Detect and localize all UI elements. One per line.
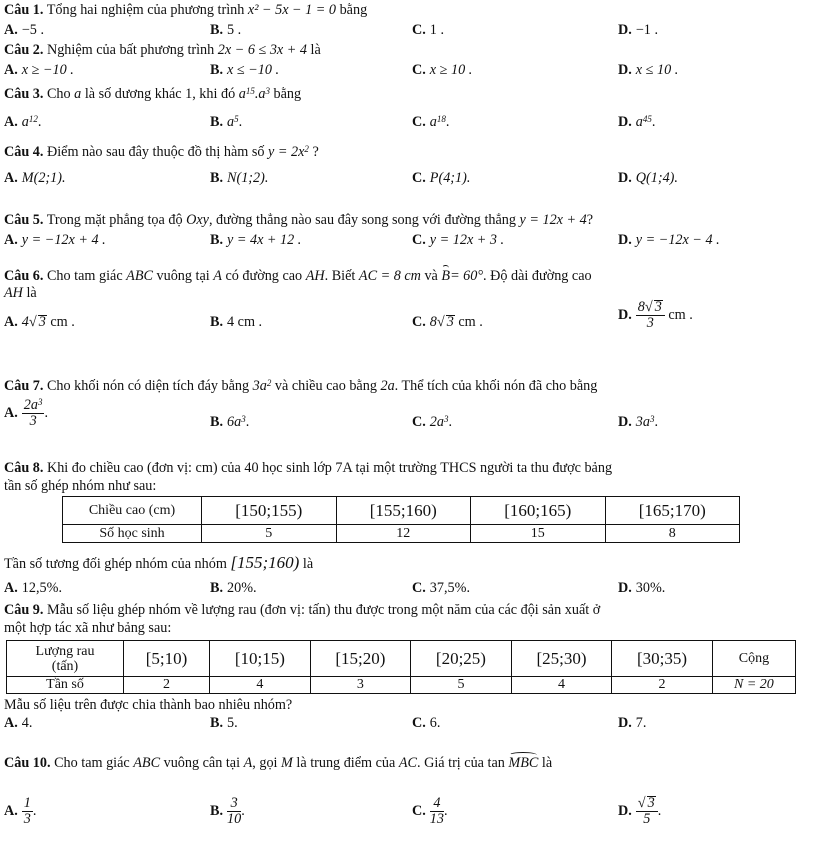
question-label: Câu 7.	[4, 378, 44, 394]
option-a[interactable]: A. y = −12x + 4 .	[4, 232, 106, 248]
question-9-line2: một hợp tác xã như bảng sau:	[4, 620, 172, 636]
option-d[interactable]: D. Q(1;4).	[618, 170, 678, 186]
option-d[interactable]: D. $\frac{√ 3}{5}$ .	[618, 795, 662, 827]
option-b[interactable]: B. 5 .	[210, 22, 242, 38]
question-8-prompt: Tần số tương đối ghép nhóm của nhóm [155;160) là	[4, 553, 314, 572]
inequality: 2x − 6 ≤ 3x + 4	[217, 42, 307, 58]
option-b[interactable]: B. $6a^3$.	[210, 414, 250, 430]
option-c[interactable]: C. $\frac{4}{13}$ .	[412, 795, 448, 827]
question-text: bằng	[339, 2, 368, 18]
question-label: Câu 10.	[4, 755, 51, 771]
question-label: Câu 8.	[4, 460, 44, 476]
question-10: Câu 10. Cho tam giác ABC vuông cân tại A, gọi M là trung điểm của AC. Giá trị của tan MBC là	[4, 752, 552, 772]
option-a[interactable]: A. −5 .	[4, 22, 44, 38]
question-2	[4, 42, 321, 59]
option-a[interactable]: A. x ≥ −10 .	[4, 62, 74, 78]
option-c[interactable]: C. 37,5%.	[412, 580, 470, 596]
option-b[interactable]: B. x ≤ −10 .	[210, 62, 280, 78]
question-label: Câu 3.	[4, 86, 44, 102]
option-c[interactable]: C. P(4;1).	[412, 170, 471, 186]
question-3: Câu 3. Cho a là số dương khác 1, khi đó $a^{15}.a^3$ bằng	[4, 86, 302, 102]
question-6: Câu 6. Cho tam giác ABC vuông tại A có đường cao AH. Biết AC = 8 cm và B= 60°. Độ dài đường cao	[4, 265, 592, 285]
option-b[interactable]: B. $a^5$.	[210, 114, 243, 130]
question-label: Câu 6.	[4, 268, 44, 284]
option-c[interactable]: C. $2a^3$.	[412, 414, 453, 430]
option-c[interactable]: C. 6.	[412, 715, 441, 731]
option-b[interactable]: B. 5.	[210, 715, 238, 731]
question-8-line2: tần số ghép nhóm như sau:	[4, 478, 157, 494]
option-a[interactable]: A. 12,5%.	[4, 580, 62, 596]
option-a[interactable]: A. 4√ 3 cm .	[4, 314, 75, 330]
option-b[interactable]: B. y = 4x + 12 .	[210, 232, 302, 248]
option-d[interactable]: D. y = −12x − 4 .	[618, 232, 720, 248]
function: $y = 2x^2$	[268, 144, 309, 160]
question-4: Câu 4. Điểm nào sau đây thuộc đồ thị hàm số $y = 2x^2$ ?	[4, 144, 319, 160]
question-5: Câu 5. Trong mặt phẳng tọa độ Oxy, đường thẳng nào sau đây song song với đường thẳng y = 12x + 4?	[4, 212, 594, 228]
question-text: Tổng hai nghiệm của phương trình	[46, 2, 245, 18]
question-1	[4, 2, 367, 19]
option-d[interactable]: D. −1 .	[618, 22, 658, 38]
expression: $a^{15}.a^3$	[238, 86, 270, 102]
option-d[interactable]: D. $a^{45}$.	[618, 114, 656, 130]
question-7: Câu 7. Cho khối nón có diện tích đáy bằng $3a^2$ và chiều cao bằng 2a. Thể tích của khối nón đã cho bằng	[4, 378, 598, 394]
option-b[interactable]: B. 20%.	[210, 580, 257, 596]
option-d[interactable]: D. $3a^3$.	[618, 414, 659, 430]
question-text: là	[310, 42, 321, 58]
option-c[interactable]: C. $a^{18}$.	[412, 114, 450, 130]
question-label: Câu 1.	[4, 2, 44, 18]
option-a[interactable]: A. $\frac{1}{3}$ .	[4, 795, 37, 827]
question-text: Nghiệm của bất phương trình	[46, 42, 215, 58]
vegetable-table: Lượng rau (tấn) [5;10) [10;15) [15;20) [20;25) [25;30) [30;35) Cộng Tần số 2 4 3 5 4 2 N = 20	[6, 640, 796, 694]
option-b[interactable]: B. 4 cm .	[210, 314, 263, 330]
option-b[interactable]: B. $\frac{3}{10}$ .	[210, 795, 245, 827]
question-9: Câu 9. Mẫu số liệu ghép nhóm về lượng rau (đơn vị: tấn) thu được trong một năm của các đội sản xuất ở	[4, 602, 601, 618]
option-a[interactable]: A. M(2;1).	[4, 170, 66, 186]
option-d[interactable]: D. $\frac{8√ 3}{3}$ cm .	[618, 299, 693, 331]
question-label: Câu 2.	[4, 42, 44, 58]
option-c[interactable]: C. 1 .	[412, 22, 444, 38]
question-label: Câu 9.	[4, 602, 44, 618]
question-8: Câu 8. Khi đo chiều cao (đơn vị: cm) của 40 học sinh lớp 7A tại một trường THCS người ta thu được bảng	[4, 460, 613, 476]
option-c[interactable]: C. y = 12x + 3 .	[412, 232, 505, 248]
option-a[interactable]: A. $a^{12}$.	[4, 114, 42, 130]
question-6-line2: AH là	[4, 285, 37, 301]
option-c[interactable]: C. 8√ 3 cm .	[412, 314, 483, 330]
option-c[interactable]: C. x ≥ 10 .	[412, 62, 473, 78]
question-label: Câu 5.	[4, 212, 44, 228]
option-b[interactable]: B. N(1;2).	[210, 170, 269, 186]
equation: x² − 5x − 1 = 0	[247, 2, 337, 18]
option-a[interactable]: A. $\frac{2a^3}{3}$ .	[4, 397, 49, 429]
question-9-prompt: Mẫu số liệu trên được chia thành bao nhiêu nhóm?	[4, 697, 293, 713]
option-d[interactable]: D. x ≤ 10 .	[618, 62, 679, 78]
option-d[interactable]: D. 30%.	[618, 580, 666, 596]
option-a[interactable]: A. 4.	[4, 715, 33, 731]
frequency-table: Chiều cao (cm) [150;155) [155;160) [160;165) [165;170) Số học sinh 5 12 15 8	[62, 496, 740, 543]
option-d[interactable]: D. 7.	[618, 715, 647, 731]
question-label: Câu 4.	[4, 144, 44, 160]
